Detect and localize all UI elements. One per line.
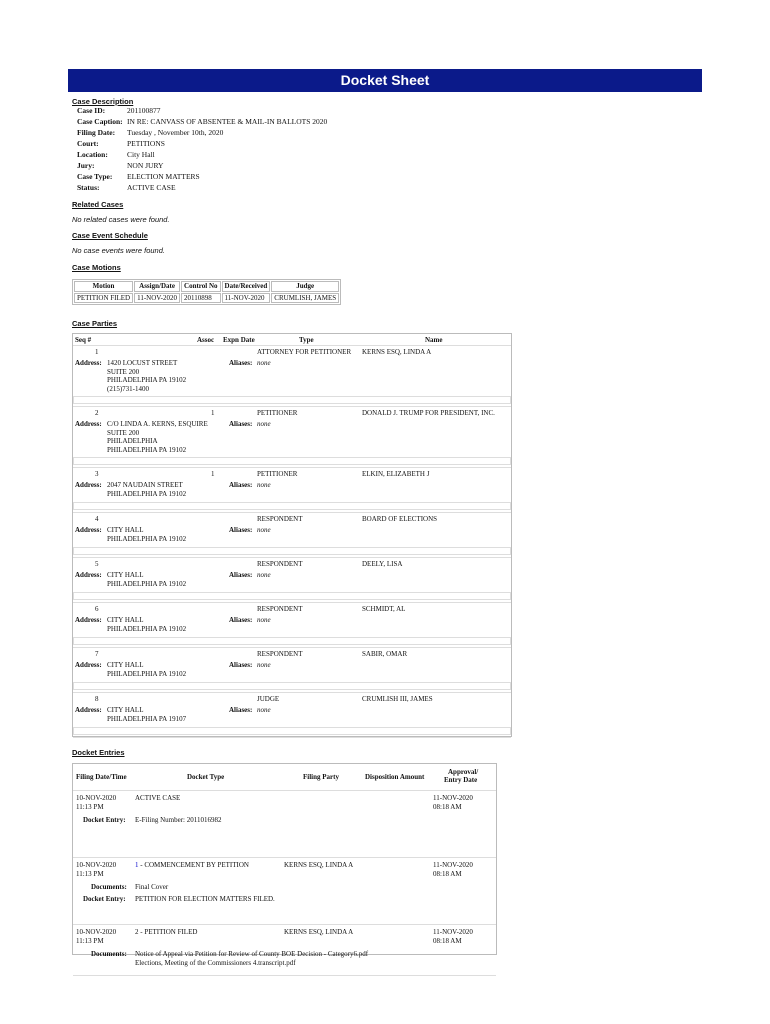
party-aliases-value: none — [257, 359, 271, 367]
party-seq: 4 — [95, 515, 99, 523]
party-row — [73, 407, 511, 468]
party-address-label: Address: — [75, 481, 102, 489]
case-field-value: ELECTION MATTERS — [127, 172, 200, 181]
docket-entry-time: 11:13 PM — [76, 936, 104, 945]
party-address-label: Address: — [75, 571, 102, 579]
parties-header-type: Type — [299, 336, 314, 344]
docket-entry-approval-time: 08:18 AM — [433, 802, 462, 811]
party-aliases-label: Aliases: — [229, 661, 253, 669]
party-aliases-value: none — [257, 420, 271, 428]
docket-entry-type: 1 - COMMENCEMENT BY PETITION — [135, 861, 249, 869]
docket-entry-party: KERNS ESQ, LINDA A — [284, 861, 354, 869]
party-address-line: PHILADELPHIA — [107, 437, 158, 445]
party-spacer — [73, 396, 511, 404]
party-name: ELKIN, ELIZABETH J — [362, 470, 430, 478]
docket-document-name: Elections, Meeting of the Commissioners 4.transcript.pdf — [135, 958, 296, 967]
party-row — [73, 693, 511, 738]
party-type: PETITIONER — [257, 470, 298, 478]
docket-documents-label: Documents: — [91, 950, 127, 958]
case-field-label: Status: — [77, 183, 100, 192]
docket-entry-approval-time: 08:18 AM — [433, 869, 462, 878]
party-type: RESPONDENT — [257, 605, 303, 613]
party-seq: 1 — [95, 348, 99, 356]
motion-cell: PETITION FILED — [74, 293, 133, 304]
case-field-value: PETITIONS — [127, 139, 165, 148]
party-row — [73, 346, 511, 407]
party-name: KERNS ESQ, LINDA A — [362, 348, 432, 356]
party-spacer — [73, 547, 511, 555]
party-aliases-value: none — [257, 661, 271, 669]
party-name: BOARD OF ELECTIONS — [362, 515, 438, 523]
motions-column-header: Control No — [181, 281, 221, 292]
motion-cell: CRUMLISH, JAMES — [271, 293, 339, 304]
party-address-line: CITY HALL — [107, 706, 144, 714]
docket-entry-time: 11:13 PM — [76, 802, 104, 811]
case-motions-heading: Case Motions — [72, 263, 121, 272]
party-row — [73, 513, 511, 558]
party-spacer — [73, 637, 511, 645]
party-address-line: PHILADELPHIA PA 19102 — [107, 534, 187, 543]
case-field-row — [77, 117, 327, 128]
party-address-line: (215)731-1400 — [107, 384, 149, 393]
motions-column-header: Judge — [271, 281, 339, 292]
docket-entry-type: 2 - PETITION FILED — [135, 928, 198, 936]
party-address-line: CITY HALL — [107, 526, 144, 534]
party-aliases-label: Aliases: — [229, 571, 253, 579]
docket-document-name: Notice of Appeal via Petition for Review of County BOE Decision - Category6.pdf — [135, 950, 369, 958]
docket-entry-approval-time: 08:18 AM — [433, 936, 462, 945]
docket-entry-label: Docket Entry: — [83, 894, 126, 903]
docket-entry-date: 10-NOV-2020 — [76, 794, 117, 802]
docket-entry-date: 10-NOV-2020 — [76, 861, 117, 869]
motion-cell: 11-NOV-2020 — [222, 293, 271, 304]
party-row — [73, 468, 511, 513]
party-type: PETITIONER — [257, 409, 298, 417]
motion-cell: 20110898 — [181, 293, 221, 304]
motion-row — [74, 293, 339, 304]
party-address-label: Address: — [75, 661, 102, 669]
case-field-row — [77, 150, 327, 161]
docket-entry-approval-date: 11-NOV-2020 — [433, 928, 473, 936]
parties-header-seq: Seq # — [75, 336, 92, 344]
party-spacer — [73, 727, 511, 735]
case-field-label: Filing Date: — [77, 128, 116, 137]
case-field-value: 201100877 — [127, 106, 161, 115]
party-type: JUDGE — [257, 695, 280, 703]
case-field-value: City Hall — [127, 150, 155, 159]
party-address-line: CITY HALL — [107, 571, 144, 579]
party-seq: 5 — [95, 560, 99, 568]
party-aliases-value: none — [257, 526, 271, 534]
case-field-label: Location: — [77, 150, 108, 159]
party-name: DEELY, LISA — [362, 560, 403, 568]
case-field-row — [77, 139, 327, 150]
case-field-value: IN RE: CANVASS OF ABSENTEE & MAIL-IN BALLOTS 2020 — [127, 117, 328, 126]
motions-column-header: Assign/Date — [134, 281, 180, 292]
docket-entry — [73, 791, 496, 858]
party-type: RESPONDENT — [257, 515, 303, 523]
party-name: SABIR, OMAR — [362, 650, 408, 658]
party-address-label: Address: — [75, 706, 102, 714]
party-spacer — [73, 682, 511, 690]
party-name: CRUMLISH III, JAMES — [362, 695, 433, 703]
case-field-row — [77, 172, 327, 183]
party-address-line: SUITE 200 — [107, 428, 140, 437]
party-row — [73, 558, 511, 603]
party-address-line: CITY HALL — [107, 661, 144, 669]
party-address-line: PHILADELPHIA PA 19102 — [107, 579, 187, 588]
docket-entry-approval-date: 11-NOV-2020 — [433, 861, 473, 869]
related-cases-heading: Related Cases — [72, 200, 124, 209]
docket-header-approval: Approval/ — [448, 768, 479, 776]
party-address-line: PHILADELPHIA PA 19102 — [107, 376, 187, 384]
party-address-label: Address: — [75, 526, 102, 534]
party-assoc: 1 — [211, 470, 215, 478]
event-schedule-note: No case events were found. — [72, 246, 165, 255]
docket-header-disposition: Disposition Amount — [365, 773, 425, 781]
party-row — [73, 603, 511, 648]
docket-header-date: Filing Date/Time — [76, 773, 127, 781]
party-address-line: CITY HALL — [107, 616, 144, 624]
party-type: RESPONDENT — [257, 650, 303, 658]
docket-entry-label: Docket Entry: — [83, 816, 126, 824]
case-field-value: NON JURY — [127, 161, 164, 170]
party-address-line: PHILADELPHIA PA 19102 — [107, 489, 187, 498]
party-aliases-label: Aliases: — [229, 616, 253, 624]
docket-document-name: Final Cover — [135, 883, 169, 891]
docket-entries-heading: Docket Entries — [72, 748, 125, 757]
party-type: ATTORNEY FOR PETITIONER — [257, 348, 352, 356]
party-aliases-label: Aliases: — [229, 359, 253, 367]
case-field-row — [77, 161, 327, 172]
docket-document-link[interactable]: 1 — [135, 861, 139, 869]
party-seq: 7 — [95, 650, 99, 658]
party-address-label: Address: — [75, 616, 102, 624]
parties-table — [72, 333, 512, 737]
party-address-line: PHILADELPHIA PA 19107 — [107, 714, 187, 723]
docket-entry-approval-date: 11-NOV-2020 — [433, 794, 473, 802]
party-address-line: C/O LINDA A. KERNS, ESQUIRE — [107, 420, 208, 428]
party-seq: 2 — [95, 409, 99, 417]
party-seq: 3 — [95, 470, 99, 478]
party-address-line: 1420 LOCUST STREET — [107, 359, 178, 367]
docket-documents-label: Documents: — [91, 883, 127, 891]
party-address-line: 2047 NAUDAIN STREET — [107, 481, 183, 489]
docket-header-type: Docket Type — [187, 773, 225, 781]
party-address-line: PHILADELPHIA PA 19102 — [107, 624, 187, 633]
case-field-row — [77, 106, 327, 117]
case-field-label: Case ID: — [77, 106, 106, 115]
party-address-line: PHILADELPHIA PA 19102 — [107, 669, 187, 678]
party-address-line: SUITE 200 — [107, 367, 140, 376]
case-field-row — [77, 183, 327, 194]
party-aliases-value: none — [257, 481, 271, 489]
parties-header-assoc: Assoc — [197, 336, 215, 344]
party-aliases-label: Aliases: — [229, 706, 253, 714]
case-field-label: Case Caption: — [77, 117, 123, 126]
docket-header-row — [73, 764, 496, 791]
party-spacer — [73, 502, 511, 510]
docket-entry-time: 11:13 PM — [76, 869, 104, 878]
related-cases-note: No related cases were found. — [72, 215, 170, 224]
case-field-label: Case Type: — [77, 172, 113, 181]
motion-cell: 11-NOV-2020 — [134, 293, 180, 304]
party-spacer — [73, 592, 511, 600]
party-type: RESPONDENT — [257, 560, 303, 568]
docket-entry-date: 10-NOV-2020 — [76, 928, 117, 936]
party-address-line: PHILADELPHIA PA 19102 — [107, 445, 187, 454]
docket-entry-party: KERNS ESQ, LINDA A — [284, 928, 354, 936]
docket-entry-type: ACTIVE CASE — [135, 794, 181, 802]
party-aliases-label: Aliases: — [229, 481, 253, 489]
case-parties-heading: Case Parties — [72, 319, 118, 328]
party-assoc: 1 — [211, 409, 215, 417]
case-field-label: Court: — [77, 139, 99, 148]
party-seq: 8 — [95, 695, 99, 703]
case-field-row — [77, 128, 327, 139]
party-address-label: Address: — [75, 359, 102, 367]
party-name: DONALD J. TRUMP FOR PRESIDENT, INC. — [362, 409, 495, 417]
party-aliases-value: none — [257, 706, 271, 714]
motions-column-header: Date/Received — [222, 281, 271, 292]
event-schedule-heading: Case Event Schedule — [72, 231, 148, 240]
party-aliases-label: Aliases: — [229, 526, 253, 534]
docket-table — [72, 763, 497, 967]
party-address-label: Address: — [75, 420, 102, 428]
docket-header-entry-date: Entry Date — [444, 776, 478, 784]
docket-header-party: Filing Party — [303, 773, 339, 781]
parties-header-expn: Expn Date — [223, 336, 255, 344]
motions-table — [72, 279, 341, 305]
case-description-heading: Case Description — [72, 97, 134, 106]
party-aliases-value: none — [257, 616, 271, 624]
case-description-table — [77, 106, 327, 194]
party-aliases-value: none — [257, 571, 271, 579]
parties-header-name: Name — [425, 336, 443, 344]
case-field-label: Jury: — [77, 161, 95, 170]
party-seq: 6 — [95, 605, 99, 613]
docket-entry-text: PETITION FOR ELECTION MATTERS FILED. — [135, 894, 275, 903]
motions-column-header: Motion — [74, 281, 133, 292]
page-title: Docket Sheet — [68, 69, 702, 92]
party-name: SCHMIDT, AL — [362, 605, 406, 613]
party-row — [73, 648, 511, 693]
party-aliases-label: Aliases: — [229, 420, 253, 428]
parties-header-row — [73, 334, 511, 346]
docket-entry-text: E-Filing Number: 2011016982 — [135, 816, 222, 824]
docket-entry — [73, 858, 496, 925]
case-field-value: ACTIVE CASE — [127, 183, 176, 192]
party-spacer — [73, 457, 511, 465]
docket-entry — [73, 925, 496, 976]
case-field-value: Tuesday , November 10th, 2020 — [127, 128, 224, 137]
